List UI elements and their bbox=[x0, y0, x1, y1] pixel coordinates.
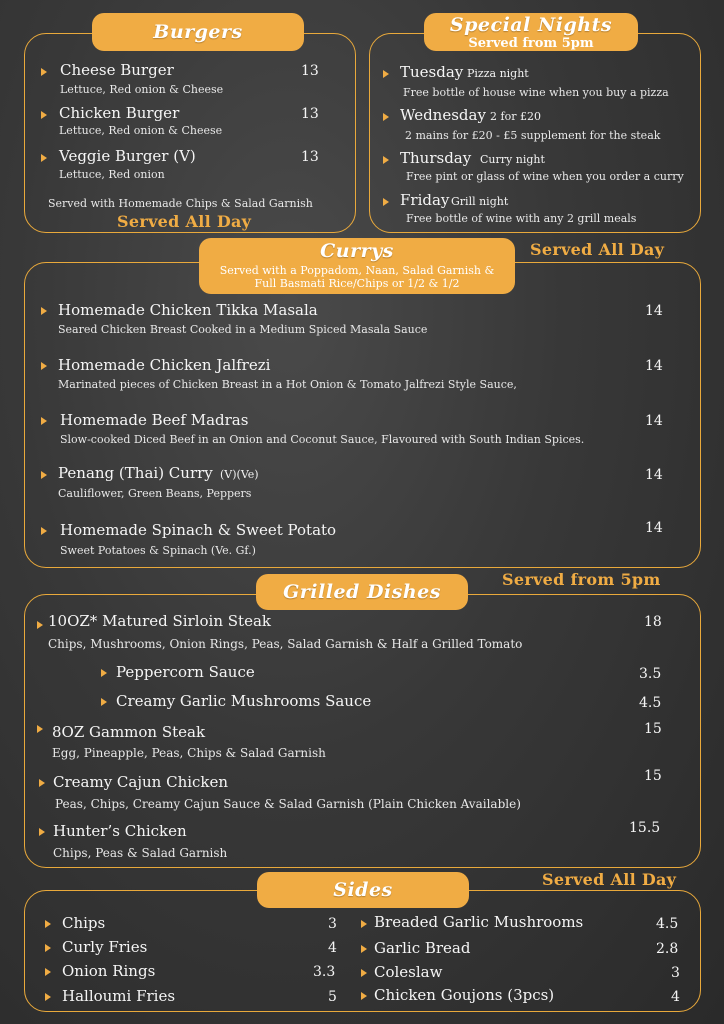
bullet-icon bbox=[41, 471, 47, 479]
burger-price: 13 bbox=[301, 63, 319, 79]
side-name: Chicken Goujons (3pcs) bbox=[374, 986, 555, 1004]
bullet-icon bbox=[37, 621, 43, 629]
curry-desc: Marinated pieces of Chicken Breast in a Hot Onion & Tomato Jalfrezi Style Sauce, bbox=[58, 378, 517, 391]
burger-name: Veggie Burger (V) bbox=[59, 147, 196, 165]
curry-price: 14 bbox=[645, 520, 663, 536]
side-name: Halloumi Fries bbox=[62, 987, 176, 1005]
burger-price: 13 bbox=[301, 149, 319, 165]
grill-price: 15.5 bbox=[629, 820, 661, 836]
curry-name: Homemade Spinach & Sweet Potato bbox=[60, 521, 337, 539]
grill-name: 10OZ* Matured Sirloin Steak bbox=[48, 612, 271, 630]
currys-subtitle-1: Served with a Poppadom, Naan, Salad Garnish & bbox=[219, 264, 495, 277]
side-name: Breaded Garlic Mushrooms bbox=[374, 913, 584, 931]
curry-name: Homemade Beef Madras bbox=[60, 411, 249, 429]
curry-price: 14 bbox=[645, 303, 663, 319]
curry-desc: Sweet Potatoes & Spinach (Ve. Gf.) bbox=[60, 544, 256, 557]
side-price: 5 bbox=[328, 989, 337, 1005]
burgers-title-pill bbox=[92, 13, 304, 51]
special-desc: Free pint or glass of wine when you order a curry bbox=[406, 170, 684, 183]
special-theme: Grill night bbox=[451, 195, 509, 208]
grill-price: 15 bbox=[644, 768, 662, 784]
special-day: Friday bbox=[400, 191, 450, 209]
sides-title-pill bbox=[257, 872, 469, 908]
bullet-icon bbox=[41, 68, 47, 76]
side-price: 3.3 bbox=[313, 964, 336, 980]
special-theme: Curry night bbox=[480, 153, 545, 166]
grill-desc: Egg, Pineapple, Peas, Chips & Salad Garnish bbox=[52, 746, 326, 760]
bullet-icon bbox=[45, 920, 51, 928]
sauce-price: 4.5 bbox=[639, 695, 662, 711]
sauce-name: Creamy Garlic Mushrooms Sauce bbox=[116, 692, 372, 710]
grilled-title: Grilled Dishes bbox=[283, 581, 441, 603]
curry-diet-tag: (V)(Ve) bbox=[220, 468, 259, 481]
burger-name: Chicken Burger bbox=[59, 104, 180, 122]
special-desc: Free bottle of house wine when you buy a pizza bbox=[403, 86, 669, 99]
curry-name: Homemade Chicken Jalfrezi bbox=[58, 356, 271, 374]
burger-name: Cheese Burger bbox=[60, 61, 174, 79]
currys-served-tag: Served All Day bbox=[530, 240, 665, 259]
side-price: 4 bbox=[328, 940, 337, 956]
currys-title-pill bbox=[199, 238, 515, 294]
currys-subtitle-2: Full Basmati Rice/Chips or 1/2 & 1/2 bbox=[254, 277, 460, 290]
bullet-icon bbox=[361, 945, 367, 953]
burger-desc: Lettuce, Red onion bbox=[59, 168, 165, 181]
curry-price: 14 bbox=[645, 358, 663, 374]
side-price: 3 bbox=[671, 965, 680, 981]
side-name: Coleslaw bbox=[374, 963, 443, 981]
bullet-icon bbox=[361, 920, 367, 928]
bullet-icon bbox=[45, 993, 51, 1001]
bullet-icon bbox=[41, 417, 47, 425]
special-theme: Pizza night bbox=[467, 67, 529, 80]
side-price: 4 bbox=[671, 989, 680, 1005]
special-desc: Free bottle of wine with any 2 grill meals bbox=[406, 212, 637, 225]
bullet-icon bbox=[101, 669, 107, 677]
bullet-icon bbox=[361, 992, 367, 1000]
bullet-icon bbox=[101, 698, 107, 706]
grill-name: Hunter’s Chicken bbox=[53, 822, 187, 840]
curry-name: Penang (Thai) Curry bbox=[58, 464, 213, 482]
bullet-icon bbox=[383, 198, 389, 206]
bullet-icon bbox=[41, 111, 47, 119]
grill-desc: Chips, Mushrooms, Onion Rings, Peas, Salad Garnish & Half a Grilled Tomato bbox=[48, 637, 523, 651]
side-price: 4.5 bbox=[656, 916, 679, 932]
special-day: Wednesday bbox=[400, 106, 486, 124]
sauce-name: Peppercorn Sauce bbox=[116, 663, 255, 681]
curry-price: 14 bbox=[645, 413, 663, 429]
bullet-icon bbox=[41, 362, 47, 370]
bullet-icon bbox=[37, 725, 43, 733]
special-desc: 2 mains for £20 - £5 supplement for the steak bbox=[405, 129, 661, 142]
grill-name: Creamy Cajun Chicken bbox=[53, 773, 229, 791]
bullet-icon bbox=[361, 969, 367, 977]
special-title: Special Nights bbox=[449, 14, 613, 36]
bullet-icon bbox=[45, 968, 51, 976]
burgers-served-tag: Served All Day bbox=[117, 212, 252, 231]
curry-desc: Slow-cooked Diced Beef in an Onion and Coconut Sauce, Flavoured with South Indian Spices. bbox=[60, 433, 585, 446]
burger-desc: Lettuce, Red onion & Cheese bbox=[59, 124, 223, 137]
grill-desc: Chips, Peas & Salad Garnish bbox=[53, 846, 228, 860]
special-day: Tuesday bbox=[400, 63, 464, 81]
side-price: 2.8 bbox=[656, 941, 679, 957]
grill-price: 18 bbox=[644, 614, 662, 630]
grill-desc: Peas, Chips, Creamy Cajun Sauce & Salad Garnish (Plain Chicken Available) bbox=[55, 797, 521, 811]
special-title-pill bbox=[424, 13, 638, 51]
bullet-icon bbox=[39, 828, 45, 836]
currys-title: Currys bbox=[320, 240, 394, 262]
special-day: Thursday bbox=[400, 149, 472, 167]
grilled-title-pill bbox=[256, 574, 468, 610]
curry-desc: Seared Chicken Breast Cooked in a Medium Spiced Masala Sauce bbox=[58, 323, 428, 336]
special-subtitle: Served from 5pm bbox=[468, 36, 594, 51]
side-name: Garlic Bread bbox=[374, 939, 471, 957]
side-name: Chips bbox=[62, 914, 106, 932]
side-name: Curly Fries bbox=[62, 938, 148, 956]
bullet-icon bbox=[39, 779, 45, 787]
special-theme: 2 for £20 bbox=[490, 110, 541, 123]
curry-name: Homemade Chicken Tikka Masala bbox=[58, 301, 318, 319]
curry-price: 14 bbox=[645, 467, 663, 483]
grilled-served-tag: Served from 5pm bbox=[502, 570, 661, 589]
bullet-icon bbox=[45, 944, 51, 952]
bullet-icon bbox=[383, 113, 389, 121]
side-price: 3 bbox=[328, 916, 337, 932]
bullet-icon bbox=[41, 527, 47, 535]
grill-name: 8OZ Gammon Steak bbox=[52, 723, 206, 741]
burger-price: 13 bbox=[301, 106, 319, 122]
side-name: Onion Rings bbox=[62, 962, 156, 980]
bullet-icon bbox=[383, 70, 389, 78]
sauce-price: 3.5 bbox=[639, 666, 662, 682]
sides-served-tag: Served All Day bbox=[542, 870, 677, 889]
bullet-icon bbox=[383, 156, 389, 164]
burger-desc: Lettuce, Red onion & Cheese bbox=[60, 83, 224, 96]
curry-desc: Cauliflower, Green Beans, Peppers bbox=[58, 487, 252, 500]
burgers-note: Served with Homemade Chips & Salad Garnish bbox=[48, 197, 313, 210]
burgers-title: Burgers bbox=[153, 21, 243, 43]
bullet-icon bbox=[41, 154, 47, 162]
bullet-icon bbox=[41, 307, 47, 315]
grill-price: 15 bbox=[644, 721, 662, 737]
sides-title: Sides bbox=[333, 879, 393, 901]
